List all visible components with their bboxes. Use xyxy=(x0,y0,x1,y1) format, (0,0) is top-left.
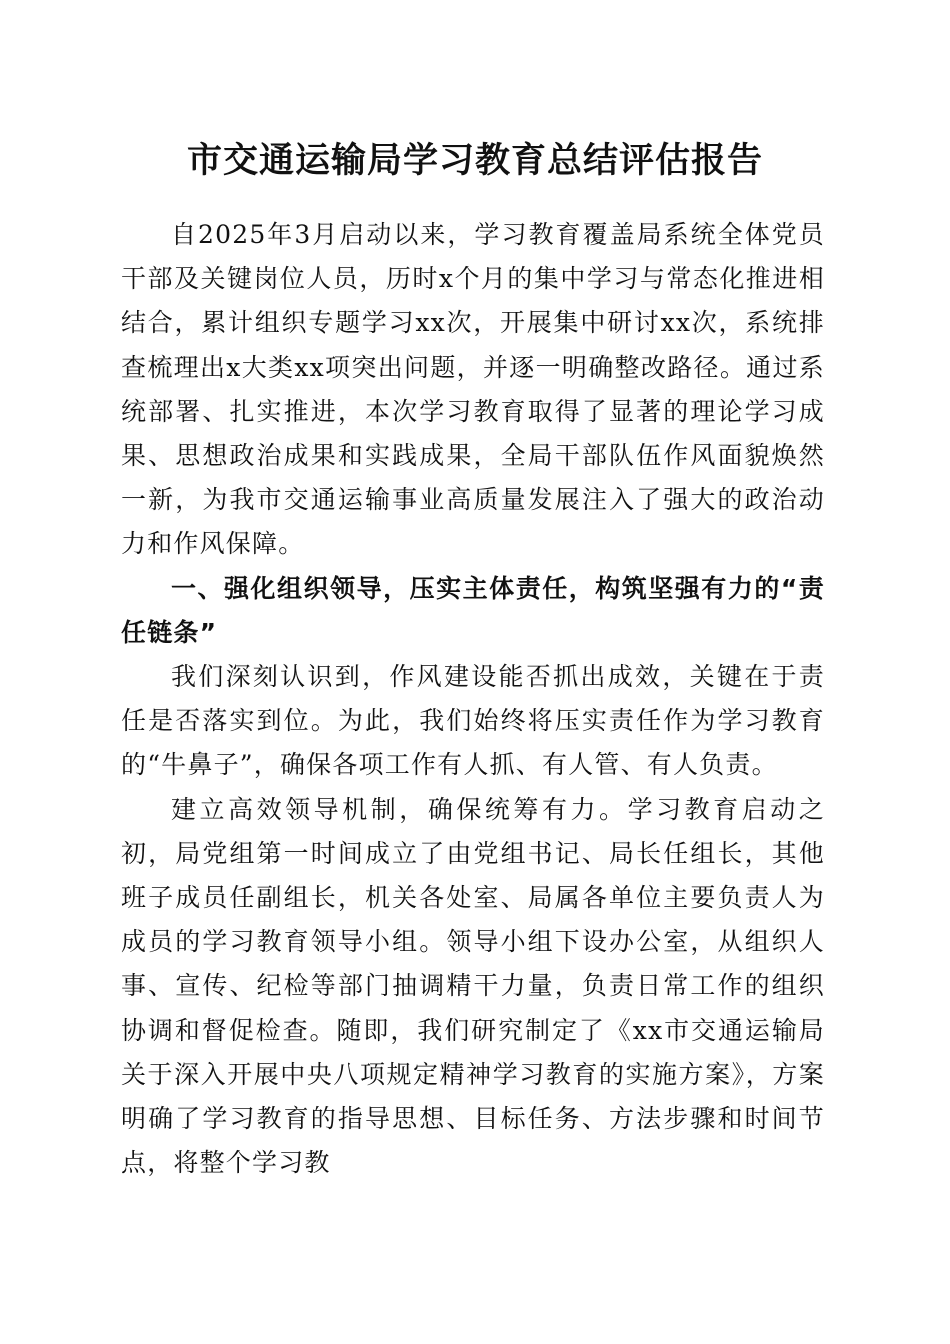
section-1-paragraph-1: 我们深刻认识到，作风建设能否抓出成效，关键在于责任是否落实到位。为此，我们始终将压实责任作为学习教育的“牛鼻子”，确保各项工作有人抓、有人管、有人负责。 xyxy=(121,662,825,780)
document-title: 市交通运输局学习教育总结评估报告 xyxy=(186,140,763,181)
section-1-paragraph-2: 建立高效领导机制，确保统筹有力。学习教育启动之初，局党组第一时间成立了由党组书记、局长任组长，其他班子成员任副组长，机关各处室、局属各单位主要负责人为成员的学习教育领导小组。领导小组下设办公室，从组织人事、宣传、纪检等部门抽调精干力量，负责日常工作的组织协调和督促检查。随即，我们研究制定了《xx市交通运输局关于深入开展中央八项规定精神学习教育的实施方案》，方案明确了学习教育的指导思想、目标任务、方法步骤和时间节点，将整个学习教 xyxy=(121,794,825,1178)
section-1-heading: 一、强化组织领导，压实主体责任，构筑坚强有力的“责任链条” xyxy=(121,573,825,647)
intro-paragraph: 自2025年3月启动以来，学习教育覆盖局系统全体党员干部及关键岗位人员，历时x个月的集中学习与常态化推进相结合，累计组织专题学习xx次，开展集中研讨xx次，系统排查梳理出x大类xx项突出问题，并逐一明确整改路径。通过系统部署、扎实推进，本次学习教育取得了显著的理论学习成果、思想政治成果和实践成果，全局干部队伍作风面貌焕然一新，为我市交通运输事业高质量发展注入了强大的政治动力和作风保障。 xyxy=(121,220,825,559)
document-body xyxy=(121,213,825,1185)
